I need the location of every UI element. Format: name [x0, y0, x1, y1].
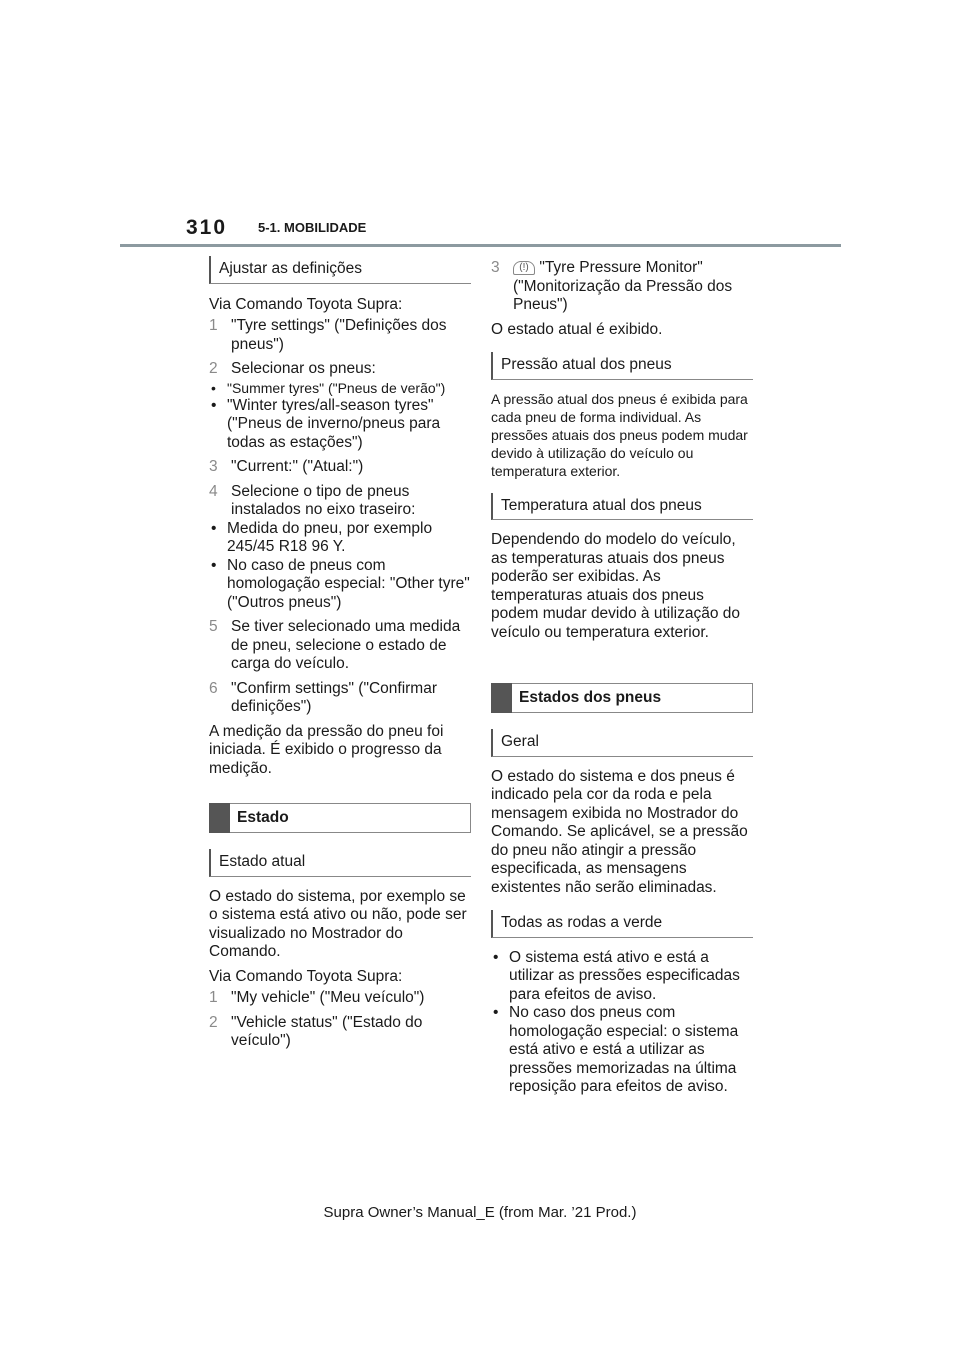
tyre-warning-icon: (!) [513, 261, 535, 275]
step-4 [209, 483, 471, 520]
intro-text-2: Via Comando Toyota Supra: [209, 967, 403, 985]
list-item-text: No caso dos pneus com homologação especial: o sistema está ativo e está a utilizar as pressões memorizadas na última reposição para efeitos de aviso. [509, 1004, 739, 1095]
step-number: 5 [209, 618, 218, 635]
step-number: 1 [209, 317, 218, 334]
intro-text: Via Comando Toyota Supra: [209, 295, 403, 313]
subheading-temperatura [491, 493, 753, 521]
step-number: 2 [209, 360, 218, 377]
subheading-pressao [491, 352, 753, 380]
header-divider [120, 244, 841, 247]
list-item-text: Medida do pneu, por exemplo 245/45 R18 96 Y. [227, 519, 433, 555]
subheading-ajustar-text: Ajustar as definições [219, 260, 363, 277]
subheading-geral-text: Geral [501, 733, 539, 750]
right-column [491, 259, 753, 642]
step-number: 3 [209, 458, 218, 475]
heading-bar [491, 683, 512, 713]
subheading-verde [491, 910, 753, 938]
heading-estado [209, 803, 471, 833]
subheading-estado-atual-text: Estado atual [219, 853, 306, 870]
paragraph-estado: O estado do sistema, por exemplo se o sistema está ativo ou não, pode ser visualizado no Mostrador do Comando. [209, 887, 467, 960]
step-text: "Tyre settings" ("Definições dos pneus") [231, 317, 447, 353]
step-number: 4 [209, 482, 218, 500]
list-item-text: O sistema está ativo e está a utilizar as pressões especificadas para efeitos de aviso. [509, 948, 740, 1003]
section-title: 5-1. MOBILIDADE [258, 220, 367, 235]
list-item: • O sistema está ativo e está a utilizar as pressões especificadas para efeitos de aviso. [493, 948, 740, 1003]
step-text: "Tyre Pressure Monitor" ("Monitorização da Pressão dos Pneus") [513, 259, 733, 313]
status-step-1 [209, 989, 471, 1008]
left-column [209, 256, 471, 778]
left-column-lower [209, 803, 471, 1051]
paragraph-medicao: A medição da pressão do pneu foi iniciada. É exibido o progresso da medição. [209, 722, 444, 777]
list-item: • Medida do pneu, por exemplo 245/45 R18 96 Y. [211, 519, 433, 555]
step-3 [209, 458, 471, 477]
step-text: "Current:" ("Atual:") [231, 458, 364, 475]
step-number: 1 [209, 989, 218, 1006]
footer-text: Supra Owner’s Manual_E (from Mar. ’21 Prod.) [323, 1204, 637, 1221]
heading-estado-text: Estado [237, 808, 289, 826]
paragraph-temperatura: Dependendo do modelo do veículo, as temperaturas atuais dos pneus poderão ser exibidas. As temperaturas atuais dos pneus podem mudar devido à utilização do veículo ou temperatura exterior. [491, 531, 741, 641]
list-item-text: No caso de pneus com homologação especial: "Other tyre" ("Outros pneus") [227, 556, 470, 611]
list-item: • No caso de pneus com homologação especial: "Other tyre" ("Outros pneus") [211, 556, 470, 611]
step-6 [209, 680, 471, 717]
paragraph-geral: O estado do sistema e dos pneus é indicado pela cor da roda e pela mensagem exibida no Mostrador do Comando. Se aplicável, se a pressão do pneu não atingir a pressão especificada, as mensagens existentes não serão eliminadas. [491, 767, 748, 896]
heading-bar [209, 803, 230, 833]
step-text: "Vehicle status" ("Estado do veículo") [231, 1013, 423, 1049]
heading-estados-pneus-text: Estados dos pneus [519, 688, 662, 706]
step-text: "My vehicle" ("Meu veículo") [231, 989, 425, 1006]
step-text: Selecionar os pneus: [231, 360, 376, 377]
step-number: 2 [209, 1013, 218, 1031]
step-5 [209, 618, 471, 674]
list-item: • No caso dos pneus com homologação especial: o sistema está ativo e está a utilizar as pressões memorizadas na última reposição para efeitos de aviso. [493, 1004, 739, 1095]
right-column-lower [491, 683, 753, 1097]
heading-estados-pneus [491, 683, 753, 713]
paragraph-estado-atual: O estado atual é exibido. [491, 320, 663, 338]
list-item: • "Winter tyres/all-season tyres" ("Pneus de inverno/pneus para todas as estações") [211, 396, 441, 451]
page-number: 310 [186, 216, 228, 239]
list-item: • "Summer tyres" ("Pneus de verão") [211, 379, 446, 396]
subheading-temperatura-text: Temperatura atual dos pneus [501, 496, 702, 514]
subheading-pressao-text: Pressão atual dos pneus [501, 356, 672, 373]
step-text: Se tiver selecionado uma medida de pneu, selecione o estado de carga do veículo. [231, 618, 461, 672]
step-3-tpm [491, 259, 753, 315]
step-text: Selecione o tipo de pneus instalados no eixo traseiro: [231, 482, 416, 518]
subheading-ajustar [209, 256, 471, 284]
step-2 [209, 360, 471, 379]
step-number: 3 [491, 259, 500, 276]
step-1 [209, 317, 471, 354]
step-text: "Confirm settings" ("Confirmar definições") [231, 679, 437, 715]
paragraph-pressao: A pressão atual dos pneus é exibida para cada pneu de forma individual. As pressões atuais dos pneus podem mudar devido à utilização do veículo ou temperatura exterior. [491, 390, 748, 479]
status-step-2 [209, 1014, 471, 1051]
subheading-verde-text: Todas as rodas a verde [501, 914, 663, 931]
subheading-geral [491, 729, 753, 757]
list-item-text: "Summer tyres" ("Pneus de verão") [227, 379, 446, 396]
step-number: 6 [209, 679, 218, 697]
subheading-estado-atual [209, 849, 471, 877]
list-item-text: "Winter tyres/all-season tyres" ("Pneus de inverno/pneus para todas as estações") [227, 396, 441, 451]
